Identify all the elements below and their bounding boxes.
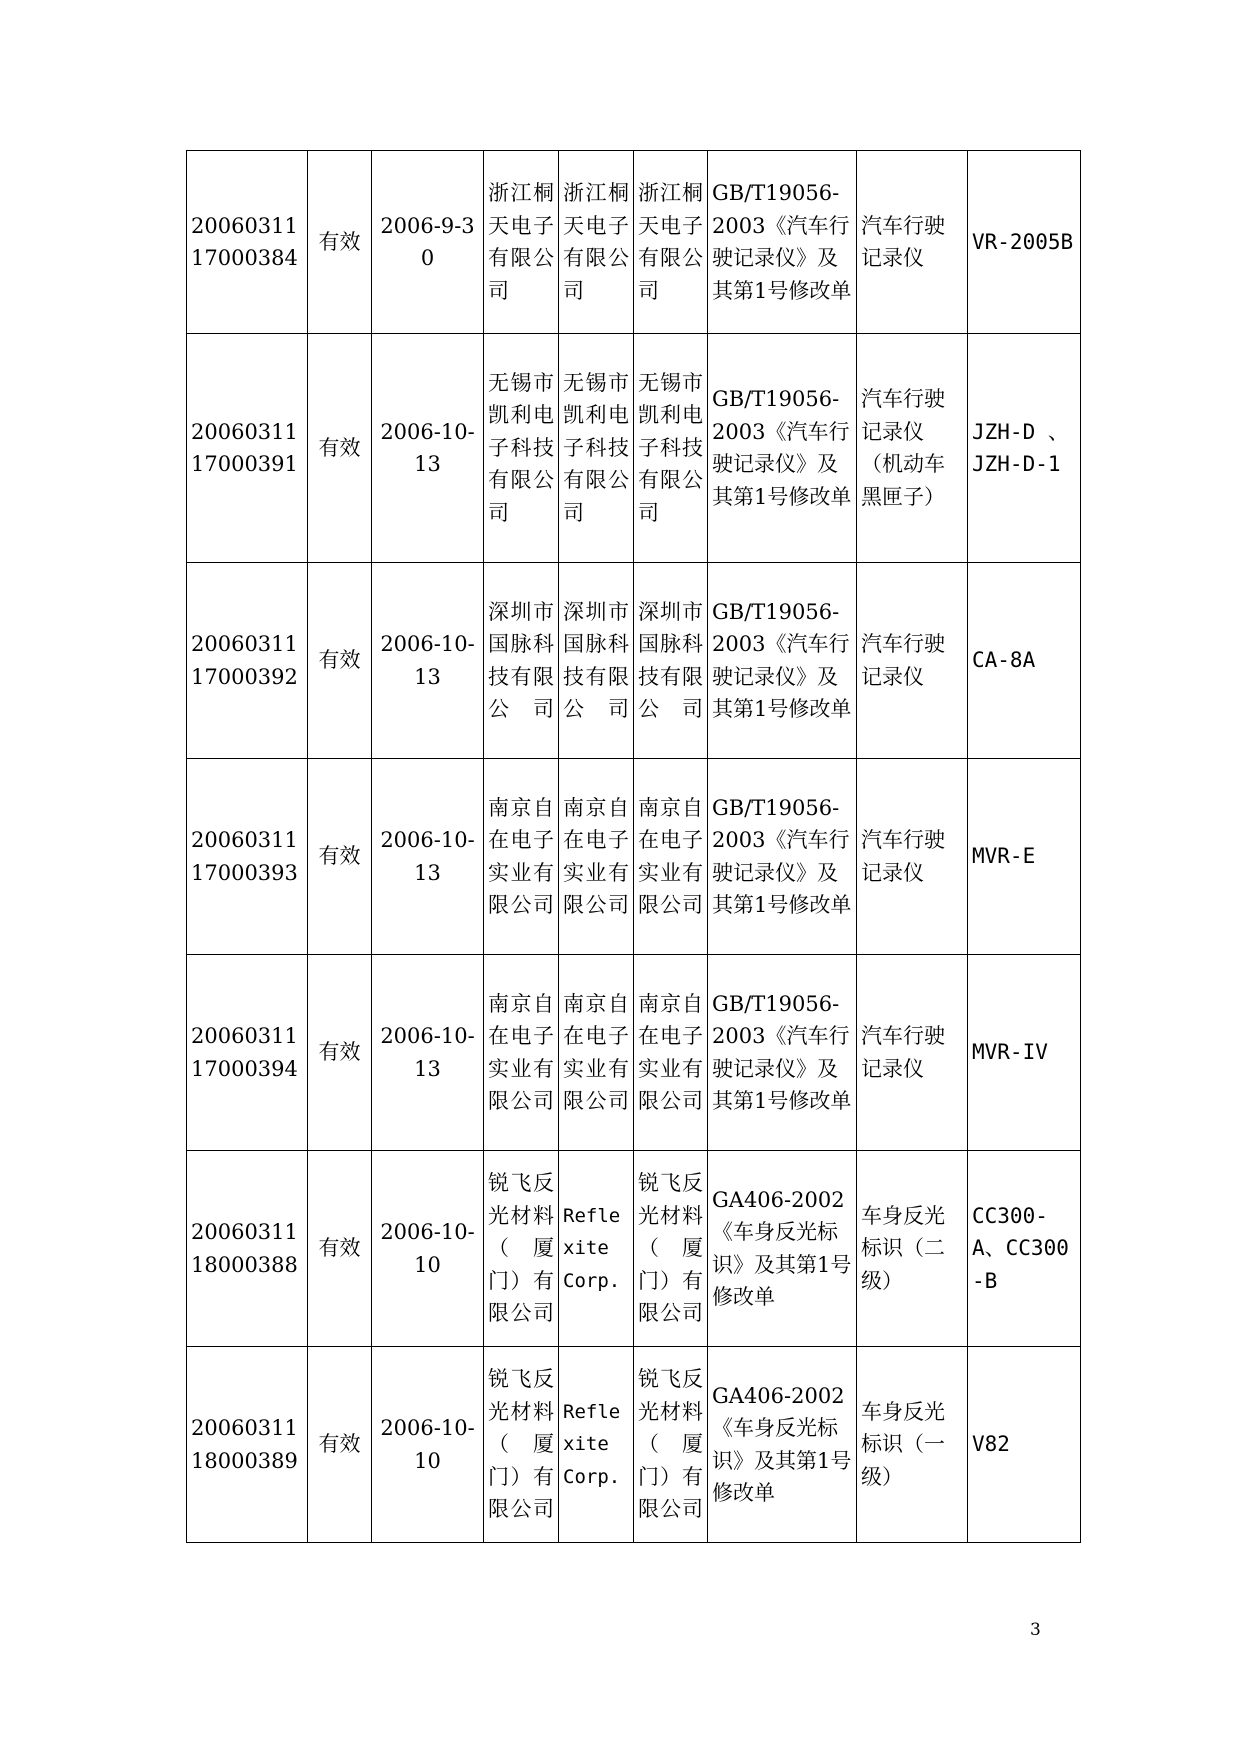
product-cell: 车身反光标识（二级）: [857, 1151, 968, 1347]
manufacturer-cell: 南京自在电子实业有限公司: [559, 759, 634, 955]
product-cell: 汽车行驶记录仪: [857, 955, 968, 1151]
certificate-number: 2006031117000384: [187, 151, 308, 334]
status-cell: 有效: [308, 151, 372, 334]
certificate-number: 2006031118000389: [187, 1347, 308, 1543]
table-row: [187, 955, 1081, 1151]
applicant-cell: 锐飞反光材料（厦门）有限公司: [484, 1151, 559, 1347]
page-number: 3: [1030, 1620, 1041, 1640]
standard-cell: GB/T19056-2003《汽车行驶记录仪》及其第1号修改单: [708, 955, 857, 1151]
manufacturer-cell: 南京自在电子实业有限公司: [559, 955, 634, 1151]
certificate-number: 2006031117000394: [187, 955, 308, 1151]
issue-date: 2006-10-13: [372, 955, 484, 1151]
issue-date: 2006-10-13: [372, 334, 484, 563]
applicant-cell: 无锡市凯利电子科技有限公司: [484, 334, 559, 563]
standard-cell: GB/T19056-2003《汽车行驶记录仪》及其第1号修改单: [708, 151, 857, 334]
standard-cell: GB/T19056-2003《汽车行驶记录仪》及其第1号修改单: [708, 334, 857, 563]
model-cell: MVR-E: [968, 759, 1081, 955]
product-cell: 汽车行驶记录仪: [857, 151, 968, 334]
manufacturer-cell: Reflexite Corp.: [559, 1151, 634, 1347]
applicant-cell: 南京自在电子实业有限公司: [484, 955, 559, 1151]
issue-date: 2006-10-13: [372, 759, 484, 955]
product-cell: 汽车行驶记录仪: [857, 563, 968, 759]
issue-date: 2006-10-10: [372, 1347, 484, 1543]
status-cell: 有效: [308, 759, 372, 955]
applicant-cell: 南京自在电子实业有限公司: [484, 759, 559, 955]
table-row: [187, 759, 1081, 955]
table-row: [187, 151, 1081, 334]
manufacturer-cell: Reflexite Corp.: [559, 1347, 634, 1543]
issue-date: 2006-9-30: [372, 151, 484, 334]
applicant-cell: 锐飞反光材料（厦门）有限公司: [484, 1347, 559, 1543]
status-cell: 有效: [308, 1151, 372, 1347]
product-cell: 汽车行驶记录仪: [857, 759, 968, 955]
factory-cell: 浙江桐天电子有限公司: [634, 151, 708, 334]
product-cell: 汽车行驶记录仪（机动车黑匣子）: [857, 334, 968, 563]
model-cell: VR-2005B: [968, 151, 1081, 334]
certificate-table: [186, 150, 1081, 1543]
applicant-cell: 浙江桐天电子有限公司: [484, 151, 559, 334]
factory-cell: 锐飞反光材料（厦门）有限公司: [634, 1347, 708, 1543]
status-cell: 有效: [308, 955, 372, 1151]
standard-cell: GA406-2002《车身反光标识》及其第1号修改单: [708, 1347, 857, 1543]
table-row: [187, 334, 1081, 563]
model-cell: V82: [968, 1347, 1081, 1543]
table-row: [187, 1347, 1081, 1543]
certificate-number: 2006031117000392: [187, 563, 308, 759]
issue-date: 2006-10-13: [372, 563, 484, 759]
standard-cell: GB/T19056-2003《汽车行驶记录仪》及其第1号修改单: [708, 759, 857, 955]
factory-cell: 深圳市国脉科技有限公司: [634, 563, 708, 759]
manufacturer-cell: 浙江桐天电子有限公司: [559, 151, 634, 334]
standard-cell: GA406-2002《车身反光标识》及其第1号修改单: [708, 1151, 857, 1347]
model-cell: JZH-D 、JZH-D-1: [968, 334, 1081, 563]
certificate-number: 2006031117000393: [187, 759, 308, 955]
status-cell: 有效: [308, 563, 372, 759]
factory-cell: 南京自在电子实业有限公司: [634, 759, 708, 955]
factory-cell: 无锡市凯利电子科技有限公司: [634, 334, 708, 563]
certificate-number: 2006031117000391: [187, 334, 308, 563]
model-cell: CA-8A: [968, 563, 1081, 759]
status-cell: 有效: [308, 334, 372, 563]
applicant-cell: 深圳市国脉科技有限公司: [484, 563, 559, 759]
factory-cell: 锐飞反光材料（厦门）有限公司: [634, 1151, 708, 1347]
model-cell: MVR-IV: [968, 955, 1081, 1151]
status-cell: 有效: [308, 1347, 372, 1543]
table-row: [187, 563, 1081, 759]
product-cell: 车身反光标识（一级）: [857, 1347, 968, 1543]
standard-cell: GB/T19056-2003《汽车行驶记录仪》及其第1号修改单: [708, 563, 857, 759]
table-row: [187, 1151, 1081, 1347]
certificate-number: 2006031118000388: [187, 1151, 308, 1347]
factory-cell: 南京自在电子实业有限公司: [634, 955, 708, 1151]
manufacturer-cell: 无锡市凯利电子科技有限公司: [559, 334, 634, 563]
manufacturer-cell: 深圳市国脉科技有限公司: [559, 563, 634, 759]
model-cell: CC300-A、CC300-B: [968, 1151, 1081, 1347]
issue-date: 2006-10-10: [372, 1151, 484, 1347]
